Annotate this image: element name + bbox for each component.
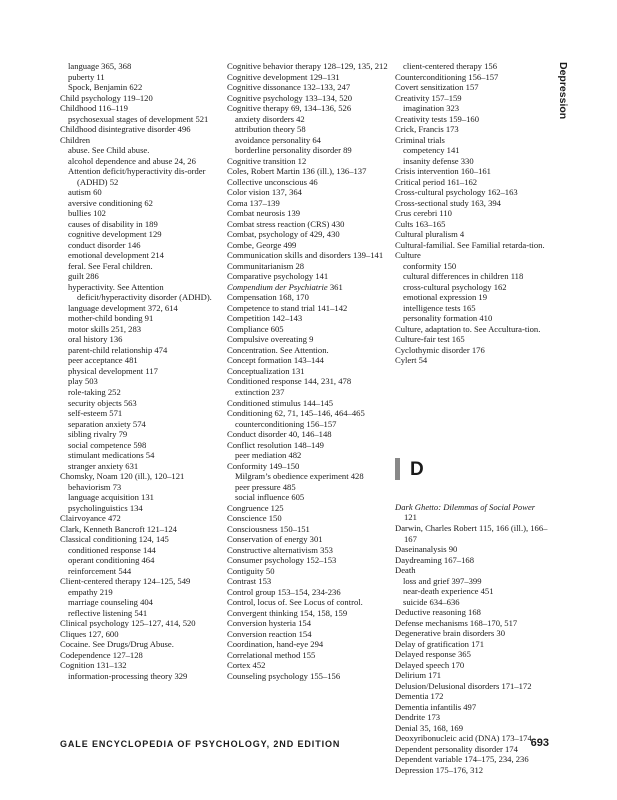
index-entry: Cognitive development 129–131 (227, 71, 340, 82)
index-entry: Conflict resolution 148–149 (227, 439, 324, 450)
index-subentry: abuse. See Child abuse. (68, 145, 150, 156)
index-subentry: peer acceptance 481 (68, 355, 138, 366)
index-subentry: sibling rivalry 79 (68, 429, 128, 440)
index-entry: Children (60, 134, 91, 145)
index-subentry: Spock, Benjamin 622 (68, 82, 143, 93)
page-number: 693 (530, 737, 549, 749)
index-entry: Compendium der Psychiatrie 361 (227, 281, 343, 292)
index-entry: Cylert 54 (395, 355, 428, 366)
index-subentry: borderline personality disorder 89 (235, 145, 352, 156)
index-entry: Critical period 161–162 (395, 176, 478, 187)
index-entry: Color vision 137, 364 (227, 187, 302, 198)
index-subentry: reflective listening 541 (68, 607, 148, 618)
section-header-d (395, 458, 550, 480)
section-letter: D (410, 458, 424, 480)
index-subentry: counterconditioning 156–157 (235, 418, 337, 429)
index-subentry: client-centered therapy 156 (403, 61, 498, 71)
index-entry: Clark, Kenneth Bancroft 121–124 (60, 523, 177, 534)
index-entry: Conscience 150 (227, 513, 282, 524)
index-entry: Depression 175–176, 312 (395, 764, 484, 775)
index-entry: Combat stress reaction (CRS) 430 (227, 218, 345, 229)
index-entry: Crick, Francis 173 (395, 124, 459, 135)
index-entry: Conditioned response 144, 231, 478 (227, 376, 352, 387)
index-entry: Dependent variable 174–175, 234, 236 (395, 754, 529, 765)
index-entry: Crisis intervention 160–161 (395, 166, 491, 177)
index-entry: Daseinanalysis 90 (395, 544, 458, 555)
index-subentry: marriage counseling 404 (68, 597, 153, 608)
index-subentry: imagination 323 (403, 103, 460, 114)
index-subentry: psycholinguistics 134 (68, 502, 143, 513)
index-entry: Dark Ghetto: Dilemmas of Social Power 121 (395, 501, 536, 523)
index-subentry: behaviorism 73 (68, 481, 122, 492)
index-entry: Cognitive psychology 133–134, 520 (227, 92, 353, 103)
index-c-entries (395, 61, 550, 366)
index-entry: Combe, George 499 (227, 239, 297, 250)
index-subentry: language development 372, 614 (68, 302, 178, 313)
index-entry: Client-centered therapy 124–125, 549 (60, 576, 191, 587)
index-entry: Delirium 171 (395, 670, 442, 681)
index-subentry: emotional development 214 (68, 250, 164, 261)
index-subentry: avoidance personality 64 (235, 134, 321, 145)
index-subentry: physical development 117 (68, 365, 158, 376)
index-subentry: cognitive development 129 (68, 229, 162, 240)
index-entry: Coles, Robert Martin 136 (ill.), 136–137 (227, 166, 367, 177)
index-subentry: insanity defense 330 (403, 155, 474, 166)
index-entry: Delayed response 365 (395, 649, 471, 660)
index-subentry: cross-cultural psychology 162 (403, 281, 507, 292)
index-entry: Compensation 168, 170 (227, 292, 309, 303)
index-subentry: conformity 150 (403, 260, 457, 271)
index-entry: Cognitive transition 12 (227, 155, 307, 166)
index-subentry: intelligence tests 165 (403, 302, 476, 313)
index-subentry: competency 141 (403, 145, 460, 156)
index-subentry: peer mediation 482 (235, 450, 302, 461)
index-subentry: autism 60 (68, 187, 102, 198)
index-entry: Consciousness 150–151 (227, 523, 310, 534)
index-entry: Cognition 131–132 (60, 660, 127, 671)
index-entry: Compliance 605 (227, 323, 284, 334)
index-entry: Chomsky, Noam 120 (ill.), 120–121 (60, 471, 185, 482)
index-entry: Combat, psychology of 429, 430 (227, 229, 340, 240)
index-entry: Concept formation 143–144 (227, 355, 324, 366)
index-entry: Constructive alternativism 353 (227, 544, 333, 555)
index-subentry: stimulant medications 54 (68, 450, 155, 461)
index-entry: Conservation of energy 301 (227, 534, 323, 545)
index-subentry: security objects 563 (68, 397, 137, 408)
index-entry: Classical conditioning 124, 145 (60, 534, 169, 545)
index-entry: Delusion/Delusional disorders 171–172 (395, 680, 532, 691)
index-entry: Childhood 116–119 (60, 103, 128, 114)
index-entry: Cognitive dissonance 132–133, 247 (227, 82, 351, 93)
index-subentry: Attention deficit/hyperactivity dis-order (ADHD) 52 (68, 166, 206, 187)
index-subentry: play 503 (68, 376, 98, 387)
index-subentry: bullies 102 (68, 208, 106, 219)
index-entry: Clinical psychology 125–127, 414, 520 (60, 618, 196, 629)
index-column-2 (227, 61, 390, 681)
index-entry: Conditioning 62, 71, 145–146, 464–465 (227, 408, 365, 419)
index-subentry: role-taking 252 (68, 386, 121, 397)
index-column-3 (395, 61, 550, 775)
index-entry: Cultural pluralism 4 (395, 229, 465, 240)
index-entry: Cults 163–165 (395, 218, 446, 229)
index-entry: Communitarianism 28 (227, 260, 305, 271)
index-subentry: personality formation 410 (403, 313, 493, 324)
section-gap (395, 366, 550, 458)
index-entry: Denial 35, 168, 169 (395, 722, 464, 733)
index-subentry: alcohol dependence and abuse 24, 26 (68, 155, 196, 166)
index-subentry: anxiety disorders 42 (235, 113, 305, 124)
index-entry: Conditioned stimulus 144–145 (227, 397, 333, 408)
index-entry: Contrast 153 (227, 576, 272, 587)
index-entry: Compulsive overeating 9 (227, 334, 314, 345)
index-subentry: guilt 286 (68, 271, 99, 282)
index-subentry: near-death experience 451 (403, 586, 494, 597)
index-subentry: mother-child bonding 91 (68, 313, 154, 324)
index-entry: Control, locus of. See Locus of control. (227, 597, 363, 608)
footer-title: GALE ENCYCLOPEDIA OF PSYCHOLOGY, 2ND EDITION (60, 739, 341, 749)
index-subentry: operant conditioning 464 (68, 555, 155, 566)
index-entry: Creativity tests 159–160 (395, 113, 480, 124)
index-entry: Cyclothymic disorder 176 (395, 344, 485, 355)
index-subentry: language 365, 368 (68, 61, 132, 71)
index-entry: Defense mechanisms 168–170, 517 (395, 617, 518, 628)
index-entry: Dendrite 173 (395, 712, 441, 723)
index-subentry: puberty 11 (68, 71, 105, 82)
index-entry: Codependence 127–128 (60, 649, 143, 660)
index-entry: Daydreaming 167–168 (395, 554, 474, 565)
index-entry: Convergent thinking 154, 158, 159 (227, 607, 348, 618)
running-head (555, 62, 569, 162)
index-entry: Conversion reaction 154 (227, 628, 312, 639)
index-subentry: feral. See Feral children. (68, 260, 153, 271)
index-subentry: cultural differences in children 118 (403, 271, 524, 282)
index-entry: Death (395, 565, 416, 576)
index-entry: Childhood disintegrative disorder 496 (60, 124, 191, 135)
index-entry: Coma 137–139 (227, 197, 280, 208)
index-entry: Combat neurosis 139 (227, 208, 301, 219)
index-subentry: empathy 219 (68, 586, 113, 597)
index-subentry: oral history 136 (68, 334, 123, 345)
index-entry: Cultural-familial. See Familial retarda-tion. (395, 239, 545, 250)
index-entry: Delay of gratification 171 (395, 638, 485, 649)
index-entry: Dependent personality disorder 174 (395, 743, 518, 754)
index-entry: Culture, adaptation to. See Accultura-tion. (395, 323, 541, 334)
index-entry: Coordination, hand-eye 294 (227, 639, 324, 650)
index-entry: Competition 142–143 (227, 313, 303, 324)
index-entry: Conformity 149–150 (227, 460, 300, 471)
index-entry: Culture (395, 250, 421, 261)
index-entry: Congruence 125 (227, 502, 284, 513)
index-subentry: conduct disorder 146 (68, 239, 141, 250)
index-subentry: hyperactivity. See Attention deficit/hyperactivity disorder (ADHD). (68, 281, 212, 303)
index-subentry: conditioned response 144 (68, 544, 156, 555)
index-entry: Conduct disorder 40, 146–148 (227, 429, 332, 440)
index-subentry: emotional expression 19 (403, 292, 488, 303)
index-entry: Control group 153–154, 234-236 (227, 586, 341, 597)
index-entry: Cross-sectional study 163, 394 (395, 197, 501, 208)
index-entry: Dementia 172 (395, 691, 444, 702)
index-entry: Cliques 127, 600 (60, 628, 119, 639)
index-subentry: motor skills 251, 283 (68, 323, 142, 334)
index-entry: Comparative psychology 141 (227, 271, 329, 282)
index-entry: Degenerative brain disorders 30 (395, 628, 506, 639)
index-subentry: loss and grief 397–399 (403, 575, 482, 586)
index-subentry: social influence 605 (235, 492, 305, 503)
index-entry: Concentration. See Attention. (227, 344, 329, 355)
index-subentry: Milgram’s obedience experiment 428 (235, 471, 364, 482)
index-entry: Cortex 452 (227, 660, 266, 671)
index-entry: Communication skills and disorders 139–141 (227, 250, 384, 261)
index-subentry: reinforcement 544 (68, 565, 132, 576)
index-entry: Cognitive behavior therapy 128–129, 135, 212 (227, 61, 388, 71)
index-subentry: separation anxiety 574 (68, 418, 146, 429)
index-entry: Delayed speech 170 (395, 659, 465, 670)
index-entry: Counseling psychology 155–156 (227, 670, 341, 681)
index-entry: Deductive reasoning 168 (395, 607, 481, 618)
index-column-1 (60, 61, 220, 681)
index-subentry: suicide 634–636 (403, 596, 460, 607)
index-entry: Covert sensitization 157 (395, 82, 479, 93)
index-subentry: psychosexual stages of development 521 (68, 113, 209, 124)
index-entry: Culture-fair test 165 (395, 334, 465, 345)
index-entry: Deoxyribonucleic acid (DNA) 173–174 (395, 733, 532, 744)
index-entry: Conversion hysteria 154 (227, 618, 312, 629)
index-subentry: aversive conditioning 62 (68, 197, 153, 208)
index-subentry: stranger anxiety 631 (68, 460, 139, 471)
section-bar (395, 458, 400, 480)
guide-word: Depression (557, 62, 569, 120)
index-subentry: parent-child relationship 474 (68, 344, 168, 355)
index-subentry: information-processing theory 329 (68, 670, 188, 681)
index-entry: Correlational method 155 (227, 649, 316, 660)
index-entry: Child psychology 119–120 (60, 92, 153, 103)
index-entry: Conceptualization 131 (227, 365, 305, 376)
index-entry: Crus cerebri 110 (395, 208, 452, 219)
index-subentry: attribution theory 58 (235, 124, 306, 135)
index-entry: Criminal trials (395, 134, 445, 145)
index-entry: Counterconditioning 156–157 (395, 71, 499, 82)
index-entry: Cognitive therapy 69, 134–136, 526 (227, 103, 352, 114)
index-subentry: peer pressure 485 (235, 481, 296, 492)
index-subentry: language acquisition 131 (68, 492, 154, 503)
index-subentry: extinction 237 (235, 386, 285, 397)
index-entry: Clairvoyance 472 (60, 513, 121, 524)
index-entry: Cross-cultural psychology 162–163 (395, 187, 518, 198)
index-entry: Collective unconscious 46 (227, 176, 318, 187)
index-entry: Creativity 157–159 (395, 92, 462, 103)
index-subentry: causes of disability in 189 (68, 218, 158, 229)
index-entry: Consumer psychology 152–153 (227, 555, 337, 566)
index-d-entries (395, 502, 550, 775)
index-entry: Darwin, Charles Robert 115, 166 (ill.), 166–167 (395, 522, 548, 544)
index-entry: Cocaine. See Drugs/Drug Abuse. (60, 639, 174, 650)
index-entry: Dementia infantilis 497 (395, 701, 477, 712)
index-entry: Competence to stand trial 141–142 (227, 302, 348, 313)
index-entry: Contiguity 50 (227, 565, 275, 576)
index-subentry: social competence 598 (68, 439, 147, 450)
index-subentry: self-esteem 571 (68, 408, 123, 419)
